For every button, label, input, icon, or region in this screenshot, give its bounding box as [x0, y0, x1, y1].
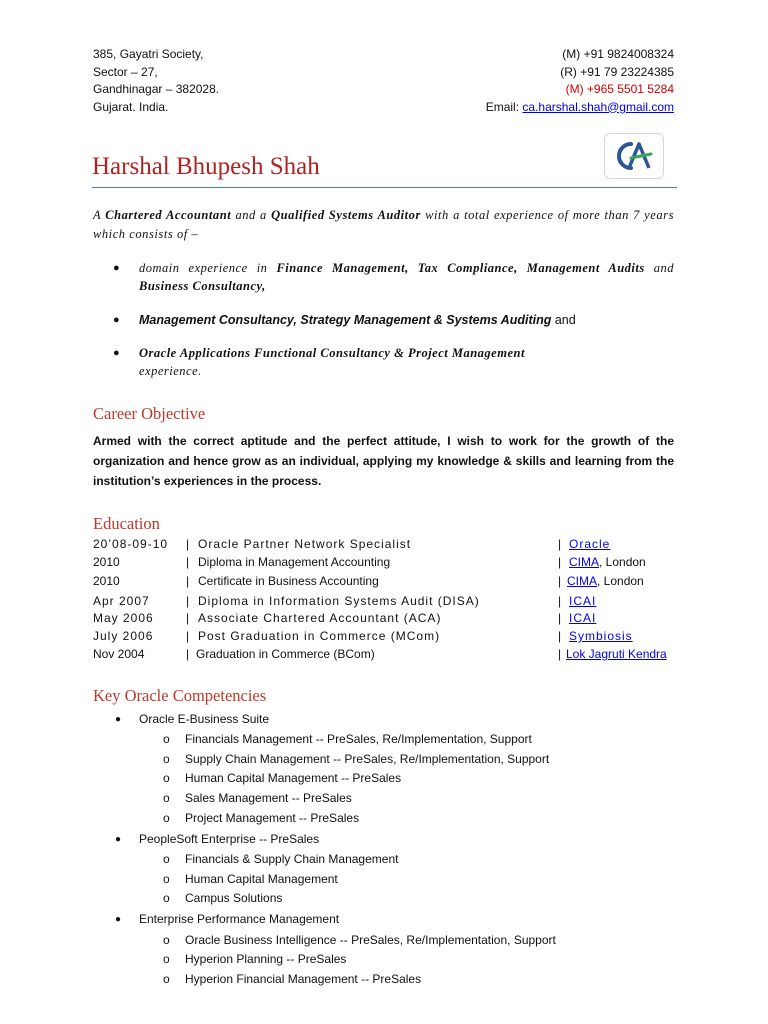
- competencies-heading: Key Oracle Competencies: [93, 686, 267, 705]
- edu-pipe: |: [186, 629, 190, 643]
- summary-bold: Chartered Accountant: [105, 208, 232, 222]
- phone-residence: (R) +91 79 23224385: [560, 64, 674, 79]
- institution-location: , London: [599, 555, 646, 569]
- edu-pipe: |: [186, 555, 190, 569]
- institution-link[interactable]: Lok Jagruti Kendra: [566, 647, 667, 661]
- edu-institution: [566, 647, 667, 661]
- edu-date: 2010: [93, 555, 120, 569]
- phone-mobile-kuwait: (M) +965 5501 5284: [565, 82, 674, 96]
- summary-text: with a total experience of more than 7 years which consists of –: [93, 208, 675, 241]
- circle-bullet-icon: o: [163, 791, 170, 805]
- edu-pipe: |: [186, 611, 190, 625]
- institution-link[interactable]: Oracle: [569, 537, 611, 551]
- edu-date: 2010: [93, 574, 120, 588]
- competency-item: Project Management -- PreSales: [185, 811, 360, 825]
- edu-course: Diploma in Management Accounting: [198, 555, 391, 569]
- edu-pipe: |: [558, 611, 562, 625]
- circle-bullet-icon: o: [163, 811, 170, 825]
- summary-text: and a: [231, 208, 272, 222]
- bullet-bold: Oracle Applications Functional Consultancy & Project Management: [139, 346, 525, 360]
- edu-course: Diploma in Information Systems Audit (DISA): [198, 594, 480, 608]
- circle-bullet-icon: o: [163, 952, 170, 966]
- career-objective-text: Armed with the correct aptitude and the perfect attitude, I wish to work for the growth of the organization and hence grow as an individual, applying my knowledge & skills and learning from the institution’s experiences in the process.: [93, 434, 674, 488]
- institution-link[interactable]: ICAI: [569, 594, 597, 608]
- email-link[interactable]: ca.harshal.shah@gmail.com: [522, 99, 674, 114]
- competency-item: Financials & Supply Chain Management: [185, 852, 399, 866]
- institution-location: , London: [597, 574, 644, 588]
- competency-item: Financials Management -- PreSales, Re/Implementation, Support: [185, 732, 532, 746]
- bullet-icon: ●: [115, 714, 122, 725]
- competency-item: Hyperion Financial Management -- PreSales: [185, 972, 422, 986]
- contact-block: [486, 46, 674, 116]
- edu-course: Certificate in Business Accounting: [198, 574, 379, 588]
- institution-link[interactable]: CIMA: [567, 574, 597, 588]
- edu-date: Nov 2004: [93, 647, 145, 661]
- bullet-bold: Management Consultancy, Strategy Management & Systems Auditing: [139, 313, 552, 327]
- bullet-icon: ●: [113, 262, 120, 274]
- edu-institution: [569, 611, 596, 625]
- circle-bullet-icon: o: [163, 771, 170, 785]
- edu-pipe: |: [558, 594, 562, 608]
- edu-course: Post Graduation in Commerce (MCom): [198, 629, 441, 643]
- edu-institution: [569, 537, 610, 551]
- edu-date: July 2006: [93, 629, 154, 643]
- bullet-text: domain experience in: [139, 261, 277, 275]
- career-objective-heading: Career Objective: [93, 404, 206, 423]
- experience-bullet-3: [139, 344, 674, 380]
- edu-date: 20’08-09-10: [93, 537, 169, 551]
- edu-pipe: |: [186, 647, 190, 661]
- bullet-text: and: [551, 313, 576, 327]
- circle-bullet-icon: o: [163, 891, 170, 905]
- name-divider: [92, 187, 677, 188]
- competency-item: Oracle Business Intelligence -- PreSales, Re/Implementation, Support: [185, 933, 556, 947]
- competency-item: Human Capital Management -- PreSales: [185, 771, 402, 785]
- edu-institution: [569, 629, 633, 643]
- edu-pipe: |: [558, 647, 562, 661]
- competency-item: Sales Management -- PreSales: [185, 791, 352, 805]
- edu-date: May 2006: [93, 611, 154, 625]
- competency-item: Hyperion Planning -- PreSales: [185, 952, 347, 966]
- competency-item: Human Capital Management: [185, 872, 338, 886]
- edu-institution: [567, 574, 644, 588]
- edu-institution: [569, 555, 646, 569]
- address-line: 385, Gayatri Society,: [93, 47, 204, 61]
- bullet-icon: ●: [113, 314, 120, 326]
- competency-item: Supply Chain Management -- PreSales, Re/Implementation, Support: [185, 752, 550, 766]
- edu-course: Graduation in Commerce (BCom): [196, 647, 375, 661]
- logo-text: CA: [634, 176, 636, 177]
- institution-link[interactable]: Symbiosis: [569, 629, 633, 643]
- institution-link[interactable]: ICAI: [569, 611, 597, 625]
- bullet-text: and: [644, 261, 674, 275]
- competency-group: Oracle E-Business Suite: [139, 712, 270, 726]
- competency-group: PeopleSoft Enterprise -- PreSales: [139, 832, 320, 846]
- experience-bullet-2: [139, 311, 674, 329]
- edu-institution: [569, 594, 596, 608]
- candidate-name: Harshal Bhupesh Shah: [92, 153, 320, 180]
- ca-logo-icon: [605, 134, 663, 178]
- circle-bullet-icon: o: [163, 852, 170, 866]
- competency-item: Campus Solutions: [185, 891, 283, 905]
- edu-date: Apr 2007: [93, 594, 150, 608]
- edu-pipe: |: [558, 574, 562, 588]
- ca-logo: [604, 133, 664, 179]
- bullet-text: experience.: [139, 364, 202, 378]
- circle-bullet-icon: o: [163, 872, 170, 886]
- email-label: Email:: [485, 99, 520, 114]
- edu-pipe: |: [558, 555, 562, 569]
- summary-bold: Qualified Systems Auditor: [271, 208, 421, 222]
- edu-pipe: |: [186, 537, 190, 551]
- bullet-bold: Finance Management, Tax Compliance, Management Audits: [276, 261, 645, 275]
- phone-mobile: (M) +91 9824008324: [562, 47, 674, 61]
- bullet-bold: Business Consultancy,: [139, 279, 266, 293]
- edu-pipe: |: [558, 537, 562, 551]
- education-heading: Education: [93, 514, 160, 533]
- edu-pipe: |: [186, 574, 190, 588]
- address-block: [93, 46, 219, 116]
- address-line: Sector – 27,: [93, 64, 158, 79]
- bullet-icon: ●: [115, 914, 122, 925]
- edu-course: Oracle Partner Network Specialist: [198, 537, 412, 551]
- circle-bullet-icon: o: [163, 972, 170, 986]
- bullet-icon: ●: [115, 834, 122, 845]
- address-line: Gandhinagar – 382028.: [93, 82, 220, 96]
- bullet-icon: ●: [113, 347, 120, 359]
- edu-course: Associate Chartered Accountant (ACA): [198, 611, 442, 625]
- competency-group: Enterprise Performance Management: [139, 912, 340, 926]
- edu-pipe: |: [186, 594, 190, 608]
- circle-bullet-icon: o: [163, 933, 170, 947]
- address-line: Gujarat. India.: [93, 99, 169, 114]
- email-line: [486, 99, 674, 117]
- circle-bullet-icon: o: [163, 732, 170, 746]
- edu-pipe: |: [558, 629, 562, 643]
- summary-text: A: [93, 208, 106, 222]
- summary-paragraph: [93, 206, 674, 244]
- circle-bullet-icon: o: [163, 752, 170, 766]
- institution-link[interactable]: CIMA: [569, 555, 599, 569]
- experience-bullet-1: [139, 259, 674, 295]
